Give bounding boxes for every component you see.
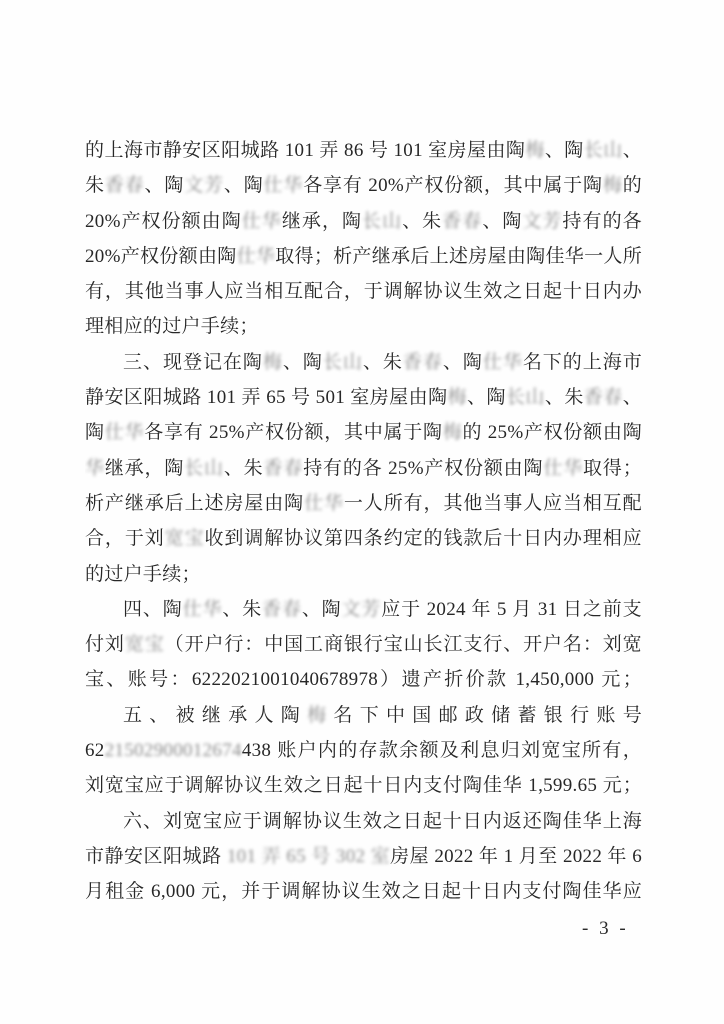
redacted-text: 仕华 bbox=[241, 210, 282, 232]
document-text bbox=[85, 133, 642, 910]
text-segment: 、朱 bbox=[223, 457, 264, 479]
text-line bbox=[85, 486, 642, 521]
text-line bbox=[85, 627, 642, 662]
text-segment: 市静安区阳城路 bbox=[85, 845, 227, 867]
text-segment: 取得； bbox=[583, 457, 642, 479]
text-segment: 名下的上海市 bbox=[522, 351, 642, 373]
text-segment: 、陶 bbox=[282, 351, 323, 373]
text-line bbox=[85, 768, 642, 803]
redacted-text: 长山 bbox=[322, 351, 363, 373]
text-segment: 、陶 bbox=[544, 140, 584, 161]
text-line bbox=[85, 380, 642, 415]
text-segment: 一人所有，其他当事人应当相互配 bbox=[343, 492, 642, 514]
redacted-text: 仕华 bbox=[236, 245, 276, 267]
text-segment: 名下中国邮政储蓄银行账号 bbox=[333, 704, 642, 726]
text-line bbox=[85, 839, 642, 874]
text-segment: 的 bbox=[622, 175, 642, 197]
text-segment: 、朱 bbox=[362, 351, 403, 373]
text-segment: 持有的各 25%产权份额由陶 bbox=[303, 457, 544, 479]
redacted-text: 香春 bbox=[263, 457, 304, 479]
text-line bbox=[85, 309, 642, 344]
text-line bbox=[85, 733, 642, 768]
redacted-text: 文芳 bbox=[522, 210, 563, 232]
redacted-text: 梅 bbox=[602, 175, 623, 197]
text-segment: 的上海市静安区阳城路 101 弄 86 号 101 室房屋由陶 bbox=[85, 140, 526, 161]
text-segment: 取得；析产继承后上述房屋由陶佳华一人所 bbox=[275, 245, 642, 267]
text-segment: 、朱 bbox=[222, 598, 263, 620]
text-line bbox=[85, 274, 642, 309]
text-line bbox=[85, 698, 642, 733]
text-line bbox=[85, 804, 642, 839]
redacted-text: 香春 bbox=[442, 210, 483, 232]
redacted-text: 长山 bbox=[583, 140, 623, 161]
text-line bbox=[85, 451, 642, 486]
text-line bbox=[85, 133, 642, 168]
text-segment: 62 bbox=[85, 740, 105, 762]
text-segment: 、 bbox=[622, 387, 642, 409]
text-segment: 朱 bbox=[85, 175, 105, 197]
text-segment: 的过户手续； bbox=[85, 563, 201, 585]
text-line bbox=[85, 662, 642, 697]
text-segment: 的 25%产权份额由陶 bbox=[462, 422, 642, 444]
text-segment: 、朱 bbox=[402, 210, 443, 232]
page-number: - 3 - bbox=[582, 918, 629, 939]
redacted-text: 长山 bbox=[505, 387, 545, 409]
text-segment: 继承，陶 bbox=[281, 210, 363, 232]
text-line bbox=[85, 521, 642, 556]
redacted-text: 仕华 bbox=[304, 492, 344, 514]
text-segment: （开户行：中国工商银行宝山长江支行、开户名：刘宽 bbox=[164, 634, 642, 656]
redacted-text: 仕华 bbox=[104, 422, 145, 444]
text-segment: 静安区阳城路 101 弄 65 号 501 室房屋由陶 bbox=[85, 387, 448, 409]
text-line bbox=[85, 239, 642, 274]
text-segment: 付刘 bbox=[85, 634, 125, 656]
text-segment: 、陶 bbox=[301, 598, 342, 620]
redacted-text: 文芳 bbox=[184, 175, 224, 197]
redacted-text: 仕华 bbox=[543, 457, 584, 479]
text-line bbox=[85, 168, 642, 203]
redacted-text: 仕华 bbox=[182, 598, 223, 620]
text-line bbox=[85, 592, 642, 627]
redacted-text: 21502900012674 bbox=[104, 740, 242, 762]
text-segment: 析产继承后上述房屋由陶 bbox=[85, 492, 305, 514]
redacted-text: 香春 bbox=[262, 598, 302, 620]
text-line bbox=[85, 557, 642, 592]
redacted-text: 香春 bbox=[583, 387, 623, 409]
redacted-text: 梅 bbox=[442, 422, 463, 444]
text-segment: 、陶 bbox=[442, 351, 483, 373]
text-segment: 各享有 25%产权份额，其中属于陶 bbox=[144, 422, 443, 444]
redacted-text: 101 弄 65 号 302 室 bbox=[226, 845, 391, 867]
text-segment: 继承，陶 bbox=[104, 457, 185, 479]
text-segment: 应于 2024 年 5 月 31 日之前支 bbox=[381, 598, 642, 620]
text-segment: 陶 bbox=[85, 422, 105, 444]
text-segment: 收到调解协议第四条约定的钱款后十日内办理相应 bbox=[204, 528, 642, 550]
text-segment: 有，其他当事人应当相互配合，于调解协议生效之日起十日内办 bbox=[85, 281, 642, 303]
text-segment: 、陶 bbox=[223, 175, 264, 197]
redacted-text: 华 bbox=[85, 457, 105, 479]
redacted-text: 长山 bbox=[362, 210, 403, 232]
text-line bbox=[85, 874, 642, 909]
text-segment: 、 bbox=[622, 140, 642, 161]
redacted-text: 香春 bbox=[104, 175, 145, 197]
redacted-text: 仕华 bbox=[263, 175, 304, 197]
text-line bbox=[85, 415, 642, 450]
text-segment: 持有的各 bbox=[562, 210, 642, 232]
text-segment: 438 账户内的存款余额及利息归刘宽宝所有， bbox=[241, 740, 642, 762]
redacted-text: 梅 bbox=[525, 140, 545, 161]
redacted-text: 梅 bbox=[262, 351, 283, 373]
redacted-text: 宽宝 bbox=[124, 634, 165, 656]
text-segment: 月租金 6,000 元，并于调解协议生效之日起十日内支付陶佳华应 bbox=[85, 881, 642, 903]
redacted-text: 仕华 bbox=[482, 351, 523, 373]
text-segment: 理相应的过户手续； bbox=[85, 316, 259, 338]
text-line bbox=[85, 204, 642, 239]
text-segment: 刘宽宝应于调解协议生效之日起十日内支付陶佳华 1,599.65 元； bbox=[85, 775, 642, 797]
redacted-text: 长山 bbox=[184, 457, 224, 479]
text-segment: 、陶 bbox=[144, 175, 185, 197]
text-segment: 20%产权份额由陶 bbox=[85, 245, 237, 267]
redacted-text: 宽宝 bbox=[164, 528, 205, 550]
text-segment: 20%产权份额由陶 bbox=[85, 210, 242, 232]
text-segment: 三、现登记在陶 bbox=[123, 351, 263, 373]
text-segment: 、陶 bbox=[467, 387, 506, 409]
redacted-text: 梅 bbox=[307, 704, 334, 726]
text-segment: 各享有 20%产权份额，其中属于陶 bbox=[303, 175, 603, 197]
text-segment: 、朱 bbox=[544, 387, 584, 409]
text-line bbox=[85, 345, 642, 380]
text-segment: 四、陶 bbox=[123, 598, 183, 620]
text-segment: 宝、账号：6222021001040678978）遗产折价款 1,450,000 元； bbox=[85, 669, 642, 691]
text-segment: 、陶 bbox=[482, 210, 523, 232]
text-segment: 六、刘宽宝应于调解协议生效之日起十日内返还陶佳华上海 bbox=[123, 810, 642, 832]
text-segment: 房屋 2022 年 1 月至 2022 年 6 bbox=[390, 845, 642, 867]
text-segment: 五、被继承人陶 bbox=[123, 704, 308, 726]
redacted-text: 文芳 bbox=[341, 598, 382, 620]
redacted-text: 香春 bbox=[402, 351, 443, 373]
text-segment: 合，于刘 bbox=[85, 528, 165, 550]
redacted-text: 梅 bbox=[447, 387, 468, 409]
